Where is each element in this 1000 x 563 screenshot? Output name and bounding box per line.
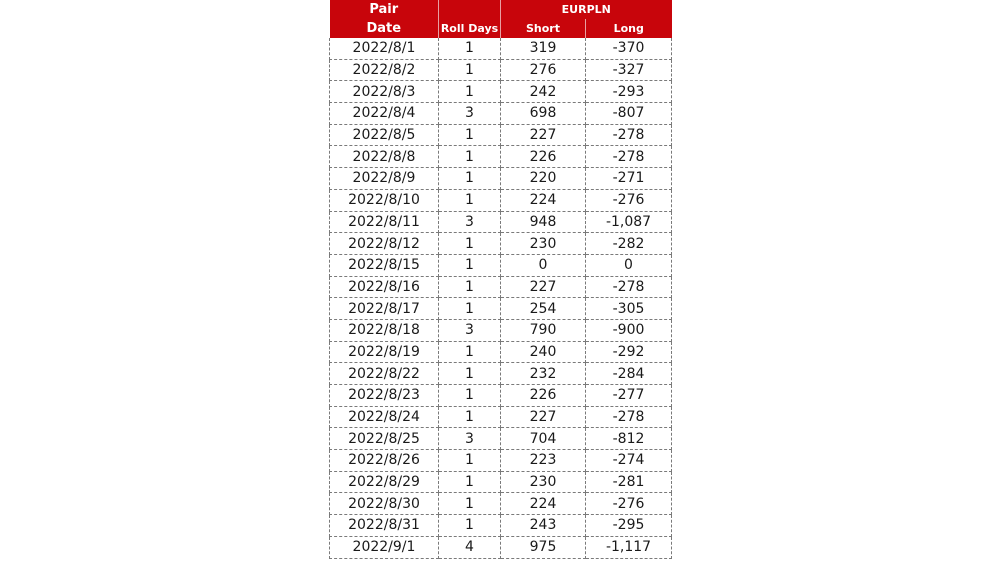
short-cell: 948 <box>501 211 586 233</box>
short-cell: 227 <box>501 406 586 428</box>
date-cell: 2022/8/5 <box>330 124 439 146</box>
table-row <box>330 536 672 558</box>
table-row <box>330 276 672 298</box>
roll-days-cell: 1 <box>439 233 501 255</box>
long-cell: -278 <box>586 146 672 168</box>
roll-days-cell: 1 <box>439 124 501 146</box>
roll-days-cell: 1 <box>439 385 501 407</box>
date-cell: 2022/8/15 <box>330 254 439 276</box>
table-row <box>330 298 672 320</box>
date-cell: 2022/8/17 <box>330 298 439 320</box>
table-row <box>330 341 672 363</box>
long-cell: -281 <box>586 471 672 493</box>
table-row <box>330 406 672 428</box>
date-cell: 2022/8/2 <box>330 59 439 81</box>
date-cell: 2022/8/30 <box>330 493 439 515</box>
long-cell: -1,087 <box>586 211 672 233</box>
long-cell: -282 <box>586 233 672 255</box>
date-header: Date <box>330 19 439 38</box>
short-cell: 220 <box>501 168 586 190</box>
table-row <box>330 59 672 81</box>
date-cell: 2022/8/25 <box>330 428 439 450</box>
table-row <box>330 189 672 211</box>
date-cell: 2022/8/10 <box>330 189 439 211</box>
roll-days-cell: 3 <box>439 211 501 233</box>
short-cell: 224 <box>501 493 586 515</box>
long-header: Long <box>586 19 672 38</box>
roll-days-cell: 1 <box>439 59 501 81</box>
short-cell: 975 <box>501 536 586 558</box>
date-cell: 2022/8/4 <box>330 103 439 125</box>
roll-days-cell: 1 <box>439 450 501 472</box>
long-cell: -271 <box>586 168 672 190</box>
date-cell: 2022/9/1 <box>330 536 439 558</box>
roll-days-cell: 1 <box>439 146 501 168</box>
roll-days-header: Roll Days <box>439 19 501 38</box>
date-cell: 2022/8/31 <box>330 515 439 537</box>
table-row <box>330 233 672 255</box>
long-cell: -278 <box>586 406 672 428</box>
date-cell: 2022/8/26 <box>330 450 439 472</box>
long-cell: -900 <box>586 319 672 341</box>
roll-days-cell: 1 <box>439 81 501 103</box>
long-cell: -370 <box>586 38 672 59</box>
short-cell: 240 <box>501 341 586 363</box>
long-cell: -274 <box>586 450 672 472</box>
long-cell: -812 <box>586 428 672 450</box>
table-row <box>330 146 672 168</box>
date-cell: 2022/8/16 <box>330 276 439 298</box>
long-cell: 0 <box>586 254 672 276</box>
table-row <box>330 493 672 515</box>
date-cell: 2022/8/8 <box>330 146 439 168</box>
roll-days-cell: 1 <box>439 254 501 276</box>
long-cell: -292 <box>586 341 672 363</box>
short-cell: 232 <box>501 363 586 385</box>
long-cell: -293 <box>586 81 672 103</box>
date-cell: 2022/8/19 <box>330 341 439 363</box>
roll-days-cell: 1 <box>439 493 501 515</box>
table-body <box>330 38 672 558</box>
date-cell: 2022/8/24 <box>330 406 439 428</box>
date-cell: 2022/8/29 <box>330 471 439 493</box>
roll-days-cell: 1 <box>439 341 501 363</box>
long-cell: -1,117 <box>586 536 672 558</box>
short-cell: 227 <box>501 124 586 146</box>
short-header: Short <box>501 19 586 38</box>
short-cell: 223 <box>501 450 586 472</box>
currency-pair-header: EURPLN <box>501 0 672 19</box>
date-cell: 2022/8/22 <box>330 363 439 385</box>
date-cell: 2022/8/11 <box>330 211 439 233</box>
date-cell: 2022/8/9 <box>330 168 439 190</box>
table-row <box>330 450 672 472</box>
table-row <box>330 254 672 276</box>
table-row <box>330 471 672 493</box>
roll-days-cell: 1 <box>439 471 501 493</box>
table-row <box>330 385 672 407</box>
table-row <box>330 515 672 537</box>
roll-days-cell: 1 <box>439 298 501 320</box>
roll-days-cell: 1 <box>439 363 501 385</box>
long-cell: -277 <box>586 385 672 407</box>
date-cell: 2022/8/3 <box>330 81 439 103</box>
roll-days-cell: 1 <box>439 406 501 428</box>
short-cell: 227 <box>501 276 586 298</box>
table-row <box>330 38 672 59</box>
swap-points-table <box>329 0 672 559</box>
short-cell: 254 <box>501 298 586 320</box>
table-row <box>330 363 672 385</box>
long-cell: -276 <box>586 189 672 211</box>
table-row <box>330 124 672 146</box>
short-cell: 226 <box>501 146 586 168</box>
table-row <box>330 168 672 190</box>
roll-days-cell: 3 <box>439 103 501 125</box>
long-cell: -284 <box>586 363 672 385</box>
roll-days-cell: 1 <box>439 38 501 59</box>
long-cell: -305 <box>586 298 672 320</box>
table-row <box>330 211 672 233</box>
roll-days-cell: 1 <box>439 189 501 211</box>
roll-days-cell: 3 <box>439 428 501 450</box>
pair-header: Pair <box>330 0 439 19</box>
roll-days-cell: 1 <box>439 276 501 298</box>
roll-days-cell: 4 <box>439 536 501 558</box>
roll-days-cell: 1 <box>439 168 501 190</box>
long-cell: -276 <box>586 493 672 515</box>
long-cell: -327 <box>586 59 672 81</box>
short-cell: 224 <box>501 189 586 211</box>
table-header <box>330 0 672 38</box>
short-cell: 226 <box>501 385 586 407</box>
date-cell: 2022/8/1 <box>330 38 439 59</box>
short-cell: 276 <box>501 59 586 81</box>
date-cell: 2022/8/12 <box>330 233 439 255</box>
table-row <box>330 81 672 103</box>
date-cell: 2022/8/18 <box>330 319 439 341</box>
short-cell: 704 <box>501 428 586 450</box>
table-row <box>330 428 672 450</box>
long-cell: -807 <box>586 103 672 125</box>
roll-days-cell: 1 <box>439 515 501 537</box>
header-row-columns <box>330 19 672 38</box>
table-row <box>330 319 672 341</box>
roll-days-cell: 3 <box>439 319 501 341</box>
short-cell: 698 <box>501 103 586 125</box>
long-cell: -278 <box>586 276 672 298</box>
table-row <box>330 103 672 125</box>
short-cell: 790 <box>501 319 586 341</box>
short-cell: 243 <box>501 515 586 537</box>
date-cell: 2022/8/23 <box>330 385 439 407</box>
short-cell: 230 <box>501 233 586 255</box>
short-cell: 319 <box>501 38 586 59</box>
header-row-pair <box>330 0 672 19</box>
short-cell: 242 <box>501 81 586 103</box>
short-cell: 0 <box>501 254 586 276</box>
long-cell: -278 <box>586 124 672 146</box>
roll-days-header-top <box>439 0 501 19</box>
swap-points-table-container <box>329 0 671 559</box>
short-cell: 230 <box>501 471 586 493</box>
long-cell: -295 <box>586 515 672 537</box>
